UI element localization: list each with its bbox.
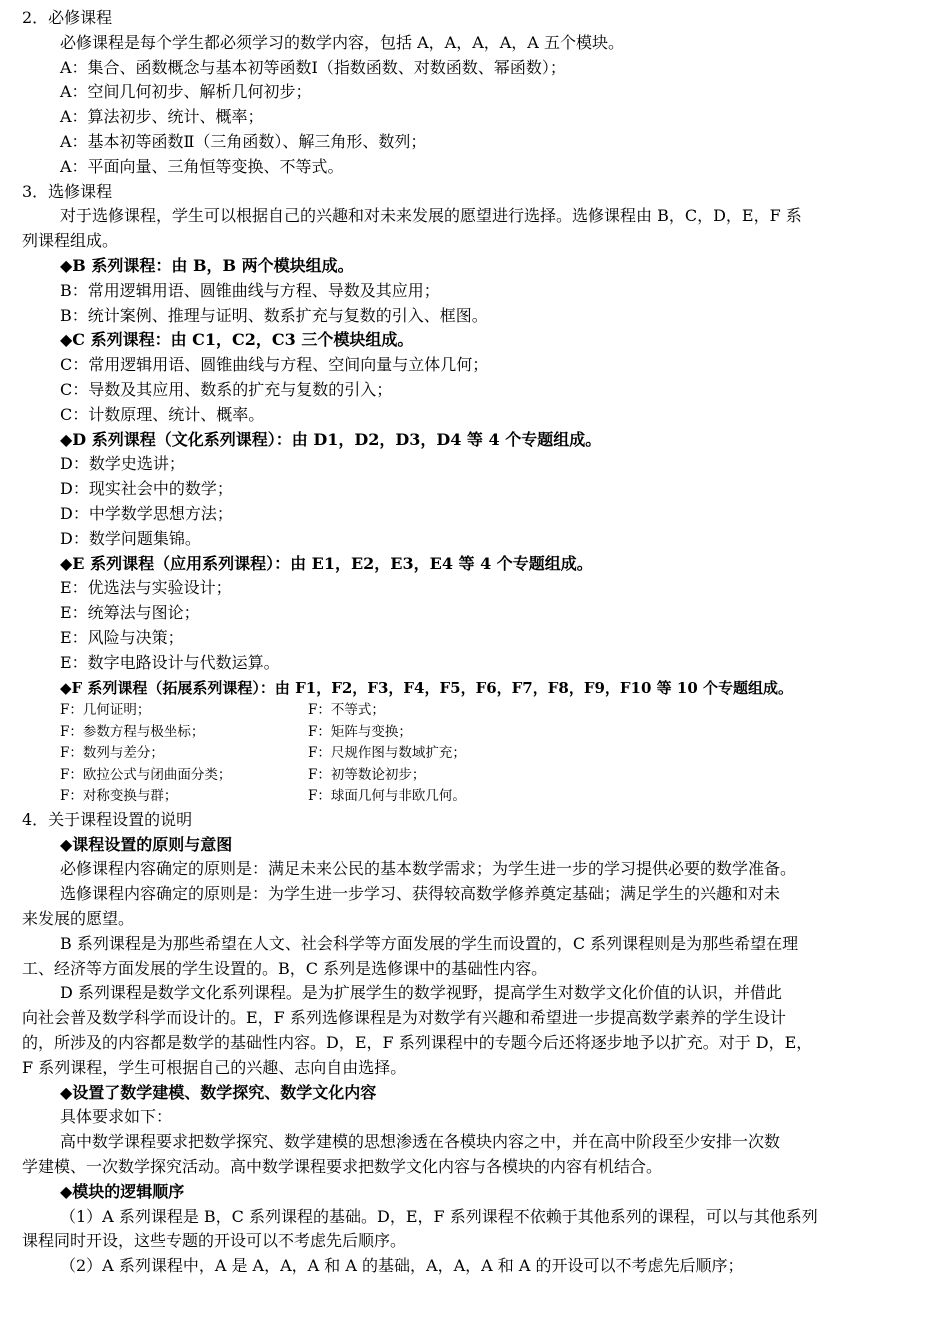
b-series-heading: ◆B 系列课程：由 B，B 两个模块组成。 <box>60 255 354 275</box>
c-module-3: C：计数原理、统计、概率。 <box>60 404 265 424</box>
e-series-heading: ◆E 系列课程（应用系列课程）：由 E1，E2，E3，E4 等 4 个专题组成。 <box>60 553 593 573</box>
section-2-heading: 2．必修课程 <box>22 8 113 27</box>
f-topic-8: F：初等数论初步； <box>308 766 426 783</box>
section-4-heading: 4．关于课程设置的说明 <box>22 809 193 829</box>
principles-line-9: F 系列课程，学生可根据自己的兴趣、志向自由选择。 <box>22 1057 407 1077</box>
module-a5: A：平面向量、三角恒等变换、不等式。 <box>60 156 344 176</box>
modeling-line-3: 学建模、一次数学探究活动。高中数学课程要求把数学文化内容与各模块的内容有机结合。 <box>22 1156 663 1176</box>
e-topic-1: E：优选法与实验设计； <box>60 578 232 598</box>
order-line-1: （1）A 系列课程是 B，C 系列课程的基础。D，E，F 系列课程不依赖于其他系列的课程，可以与其他系列 <box>60 1206 818 1226</box>
principles-line-1: 必修课程内容确定的原则是：满足未来公民的基本数学需求；为学生进一步的学习提供必要的数学准备。 <box>60 859 797 879</box>
f-topic-7: F：欧拉公式与闭曲面分类； <box>60 766 232 783</box>
c-module-2: C：导数及其应用、数系的扩充与复数的引入； <box>60 379 393 399</box>
principles-line-8: 的，所涉及的内容都是数学的基础性内容。D，E，F 系列课程中的专题今后还将逐步地予以扩充。对于 D，E， <box>22 1032 813 1052</box>
f-topic-6: F：尺规作图与数域扩充； <box>308 745 466 762</box>
modeling-heading: ◆设置了数学建模、数学探究、数学文化内容 <box>60 1082 377 1102</box>
principles-line-6: D 系列课程是数学文化系列课程。是为扩展学生的数学视野，提高学生对数学文化价值的认识，并借此 <box>60 983 782 1003</box>
f-topic-9: F：对称变换与群； <box>60 788 178 805</box>
module-a2: A：空间几何初步、解析几何初步； <box>60 82 312 102</box>
section-3-intro-line-1: 对于选修课程，学生可以根据自己的兴趣和对未来发展的愿望进行选择。选修课程由 B，C，D，E，F 系 <box>60 206 802 226</box>
f-row-2 <box>22 722 928 744</box>
f-row-4 <box>22 765 928 787</box>
principles-line-4: B 系列课程是为那些希望在人文、社会科学等方面发展的学生而设置的，C 系列课程则是为那些希望在理 <box>60 933 799 953</box>
f-row-5 <box>22 786 928 808</box>
f-topic-3: F：参数方程与极坐标； <box>60 723 205 740</box>
f-row-1 <box>22 700 928 722</box>
module-a4: A：基本初等函数Ⅱ（三角函数）、解三角形、数列； <box>60 131 427 151</box>
f-topic-1: F：几何证明； <box>60 702 151 719</box>
c-series-heading: ◆C 系列课程：由 C1，C2，C3 三个模块组成。 <box>60 330 414 350</box>
d-topic-3: D：中学数学思想方法； <box>60 503 233 523</box>
principles-heading: ◆课程设置的原则与意图 <box>60 834 233 854</box>
f-topic-5: F：数列与差分； <box>60 745 164 762</box>
f-row-3 <box>22 743 928 765</box>
order-line-2: 课程同时开设，这些专题的开设可以不考虑先后顺序。 <box>22 1231 407 1251</box>
order-line-3: （2）A 系列课程中，A 是 A，A，A 和 A 的基础，A，A，A 和 A 的开设可以不考虑先后顺序； <box>60 1256 744 1276</box>
section-3-intro-line-2: 列课程组成。 <box>22 231 119 251</box>
modeling-line-1: 具体要求如下： <box>60 1107 173 1127</box>
d-topic-2: D：现实社会中的数学； <box>60 479 233 499</box>
e-topic-3: E：风险与决策； <box>60 627 184 647</box>
section-2-intro: 必修课程是每个学生都必须学习的数学内容，包括 A，A，A，A，A 五个模块。 <box>60 32 624 52</box>
d-topic-4: D：数学问题集锦。 <box>60 528 201 548</box>
f-topic-4: F：矩阵与变换； <box>308 723 412 740</box>
principles-line-3: 来发展的愿望。 <box>22 909 135 928</box>
f-topic-2: F：不等式； <box>308 702 385 719</box>
principles-line-5: 工、经济等方面发展的学生设置的。B，C 系列是选修课中的基础性内容。 <box>22 958 548 978</box>
b-module-1: B：常用逻辑用语、圆锥曲线与方程、导数及其应用； <box>60 280 440 300</box>
module-a1: A：集合、函数概念与基本初等函数Ⅰ（指数函数、对数函数、幂函数）； <box>60 57 566 77</box>
module-a3: A：算法初步、统计、概率； <box>60 107 264 127</box>
principles-line-7: 向社会普及数学科学而设计的。E，F 系列选修课程是为对数学有兴趣和希望进一步提高数学素养的学生设计 <box>22 1008 786 1028</box>
document-page <box>22 6 928 1279</box>
order-heading: ◆模块的逻辑顺序 <box>60 1181 185 1201</box>
section-3-heading: 3．选修课程 <box>22 181 113 201</box>
c-module-1: C：常用逻辑用语、圆锥曲线与方程、空间向量与立体几何； <box>60 355 489 375</box>
d-topic-1: D：数学史选讲； <box>60 454 185 474</box>
f-topic-10: F：球面几何与非欧几何。 <box>308 788 466 805</box>
d-series-heading: ◆D 系列课程（文化系列课程）：由 D1，D2，D3，D4 等 4 个专题组成。 <box>60 429 602 449</box>
e-topic-4: E：数字电路设计与代数运算。 <box>60 652 280 672</box>
b-module-2: B：统计案例、推理与证明、数系扩充与复数的引入、框图。 <box>60 305 488 325</box>
f-series-heading: ◆F 系列课程（拓展系列课程）：由 F1，F2，F3，F4，F5，F6，F7，F8，F9，F10 等 10 个专题组成。 <box>60 678 793 697</box>
e-topic-2: E：统筹法与图论； <box>60 603 200 623</box>
principles-line-2: 选修课程内容确定的原则是：为学生进一步学习、获得较高数学修养奠定基础；满足学生的兴趣和对未 <box>60 884 781 904</box>
modeling-line-2: 高中数学课程要求把数学探究、数学建模的思想渗透在各模块内容之中，并在高中阶段至少安排一次数 <box>60 1132 781 1152</box>
